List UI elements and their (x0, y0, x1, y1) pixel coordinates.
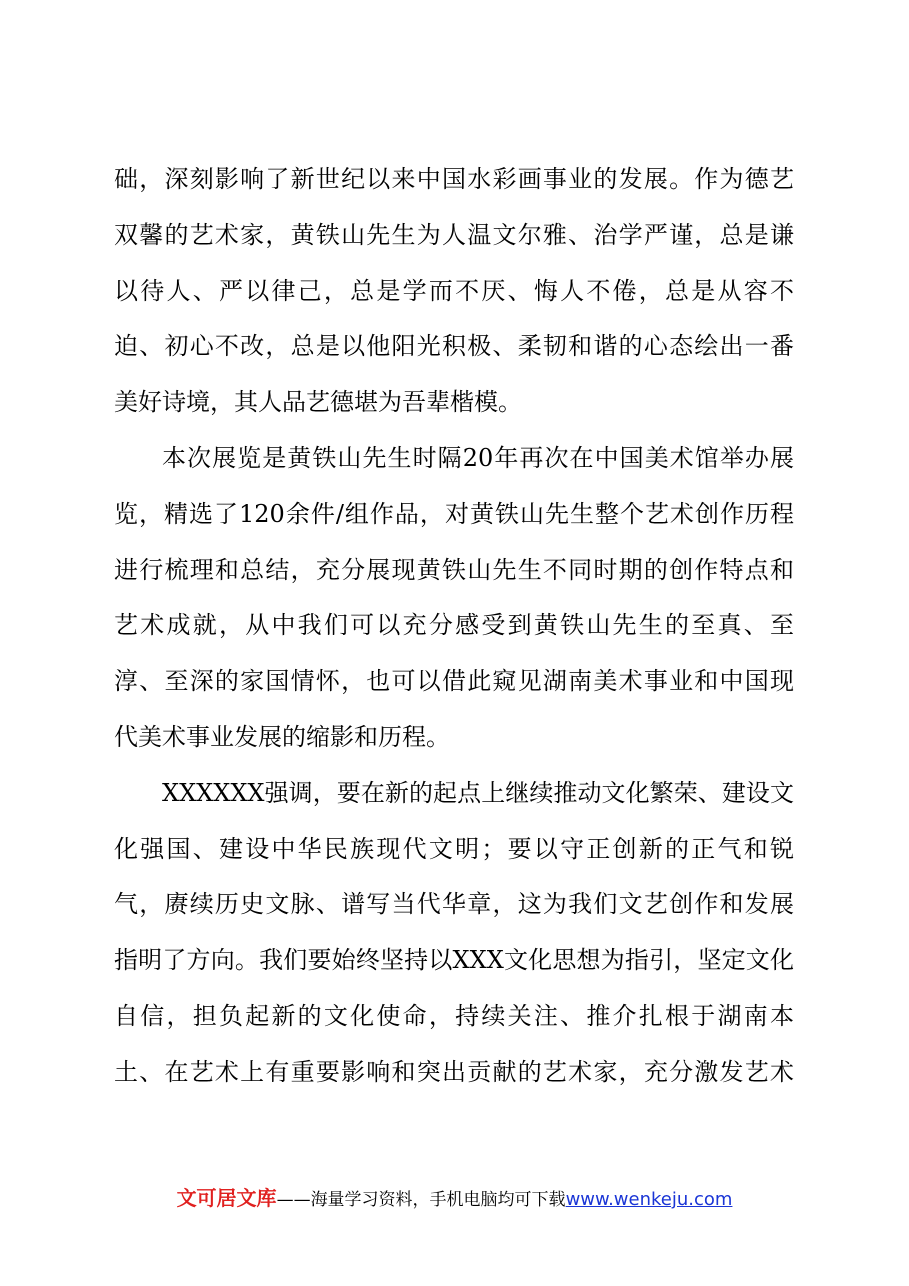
text-line: XXXXXX强调，要在新的起点上继续推动文化繁荣、建设文 (162, 778, 794, 807)
text-line: 自信，担负起新的文化使命，持续关注、推介扎根于湖南本 (114, 1001, 794, 1030)
text-line: 化强国、建设中华民族现代文明；要以守正创新的正气和锐 (114, 834, 794, 863)
text-line: 以待人、严以律己，总是学而不厌、悔人不倦，总是从容不 (114, 276, 794, 305)
text-line: 艺术成就，从中我们可以充分感受到黄铁山先生的至真、至 (114, 611, 794, 640)
text-line: 双馨的艺术家，黄铁山先生为人温文尔雅、治学严谨，总是谦 (114, 220, 794, 249)
page-footer (0, 1182, 909, 1211)
paragraph (114, 431, 794, 766)
text-line: 土、在艺术上有重要影响和突出贡献的艺术家，充分激发艺术 (114, 1057, 794, 1086)
text-line: 淳、至深的家国情怀，也可以借此窥见湖南美术事业和中国现 (114, 667, 794, 696)
paragraph (114, 152, 794, 431)
document-body (114, 152, 794, 1101)
text-line: 础，深刻影响了新世纪以来中国水彩画事业的发展。作为德艺 (114, 165, 794, 193)
text-line: 指明了方向。我们要始终坚持以XXX文化思想为指引，坚定文化 (114, 946, 794, 975)
text-line: 美好诗境，其人品艺德堪为吾辈楷模。 (114, 388, 522, 417)
footer-slogan: ——海量学习资料，手机电脑均可下载 (276, 1190, 566, 1210)
footer-brand: 文可居文库 (176, 1186, 277, 1210)
footer-link[interactable]: www.wenkeju.com (565, 1189, 733, 1210)
paragraph (114, 766, 794, 1101)
text-line: 代美术事业发展的缩影和历程。 (114, 722, 450, 751)
text-line: 气，赓续历史文脉、谱写当代华章，这为我们文艺创作和发展 (114, 890, 794, 919)
text-line: 迫、初心不改，总是以他阳光积极、柔韧和谐的心态绘出一番 (114, 332, 794, 361)
text-line: 本次展览是黄铁山先生时隔20年再次在中国美术馆举办展 (162, 443, 794, 472)
text-line: 览，精选了120余件/组作品，对黄铁山先生整个艺术创作历程 (114, 499, 794, 528)
text-line: 进行梳理和总结，充分展现黄铁山先生不同时期的创作特点和 (114, 555, 794, 584)
